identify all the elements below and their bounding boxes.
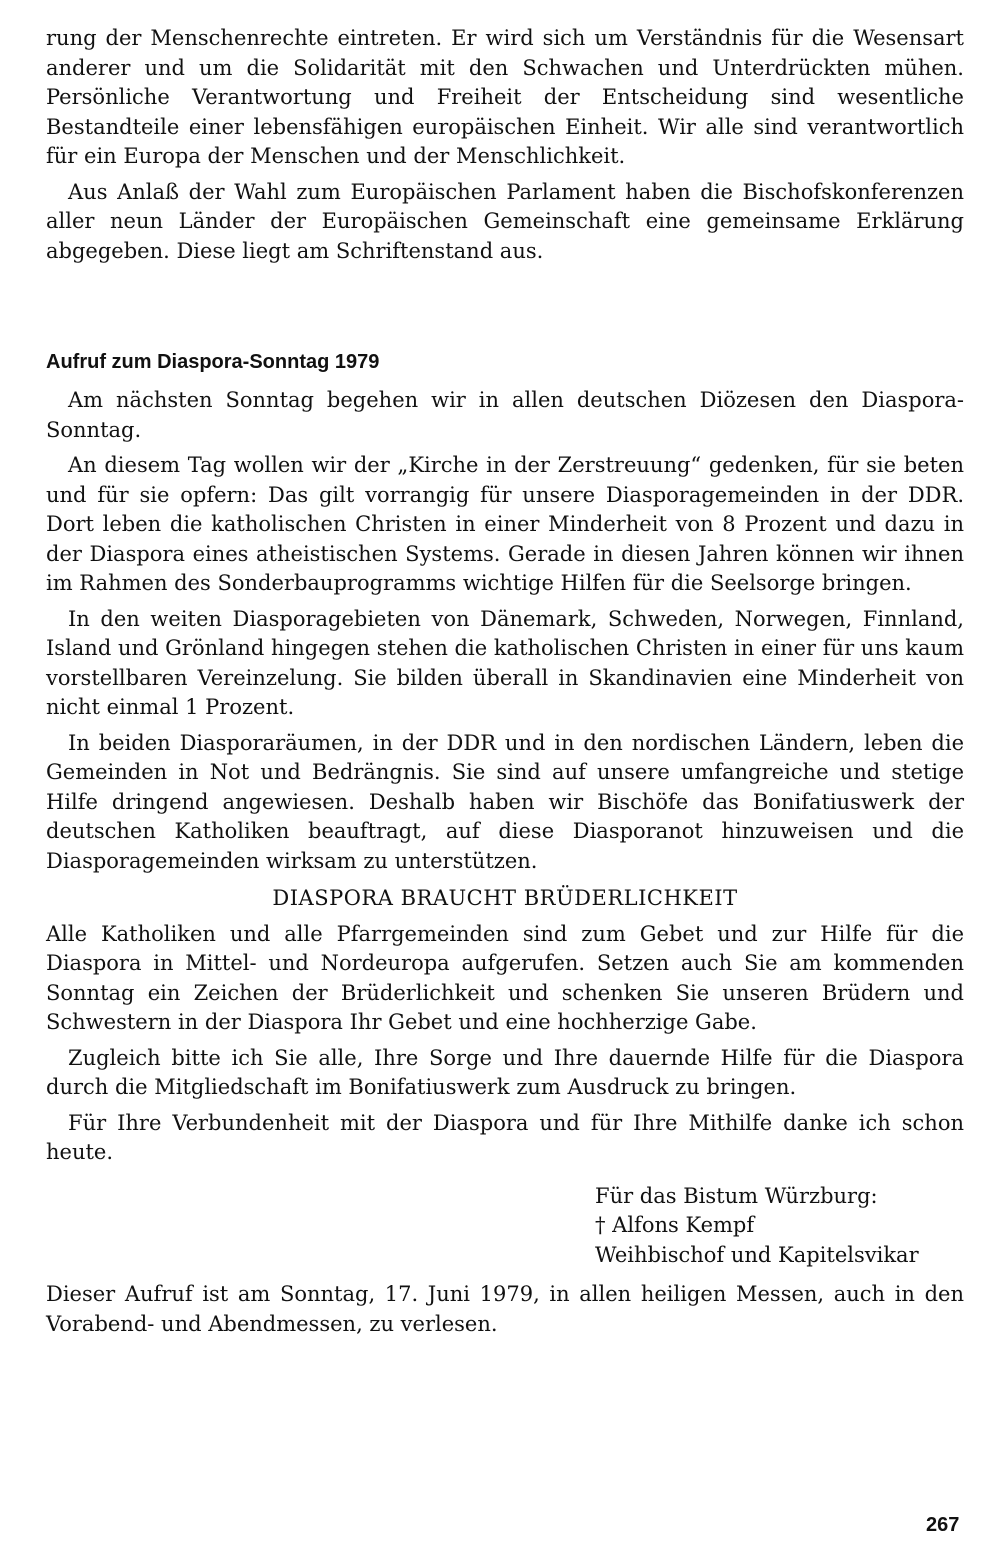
continuation-paragraph-1: rung der Menschenrechte eintreten. Er wird sich um Verständnis für die Wesensart anderer und um die Solidarität mit den Schwachen und Unterdrückten mühen. Persönliche Verantwortung und Freiheit der Entscheidung sind wesentliche Bestandteile einer lebensfähigen europäischen Einheit. Wir alle sind verantwortlich für ein Europa der Menschen und der Menschlichkeit. [46,26,964,168]
appeal-paragraph-4: In beiden Diasporaräumen, in der DDR und in den nordischen Ländern, leben die Gemeinden in Not und Bedrängnis. Sie sind auf unsere umfangreiche und stetige Hilfe dringend angewiesen. Deshalb haben wir Bischöfe das Bonifatiuswerk der deutschen Katholiken beauftragt, auf diese Diasporanot hinzuweisen und die Diasporagemeinden wirksam zu unterstützen. [46,730,964,873]
appeal-heading: Aufruf zum Diaspora-Sonntag 1979 [46,351,380,373]
signature-block [595,1182,964,1271]
document-page [46,24,964,1339]
signature-title: Weihbischof und Kapitelsvikar [595,1242,919,1267]
section-subheading: DIASPORA BRAUCHT BRÜDERLICHKEIT [272,886,738,910]
appeal-paragraph-6: Zugleich bitte ich Sie alle, Ihre Sorge und Ihre dauernde Hilfe für die Diaspora durch die Mitgliedschaft im Bonifatiuswerk zum Ausdruck zu bringen. [46,1045,964,1099]
signature-name: † Alfons Kempf [595,1213,755,1237]
page-number: 267 [926,1514,960,1536]
appeal-paragraph-3: In den weiten Diasporagebieten von Dänemark, Schweden, Norwegen, Finnland, Island und Grönland hingegen stehen die katholischen Christen in einer für uns kaum vorstellbaren Vereinzelung. Sie bilden überall in Skandinavien eine Minderheit von nicht einmal 1 Prozent. [46,606,964,719]
reading-note: Dieser Aufruf ist am Sonntag, 17. Juni 1979, in allen heiligen Messen, auch in den Vorabend- und Abendmessen, zu verlesen. [46,1282,964,1336]
appeal-paragraph-7: Für Ihre Verbundenheit mit der Diaspora und für Ihre Mithilfe danke ich schon heute. [46,1110,964,1164]
appeal-paragraph-2: An diesem Tag wollen wir der „Kirche in der Zerstreuung“ gedenken, für sie beten und für sie opfern: Das gilt vorrangig für unsere Diasporagemeinden in der DDR. Dort leben die katholischen Christen in einer Minderheit von 8 Prozent und dazu in der Diaspora eines atheistischen Systems. Gerade in diesen Jahren können wir ihnen im Rahmen des Sonderbauprogramms wichtige Hilfen für die Seelsorge bringen. [46,453,964,595]
appeal-paragraph-1: Am nächsten Sonntag begehen wir in allen deutschen Diözesen den Diaspora-Sonntag. [46,388,964,442]
signature-diocese: Für das Bistum Würzburg: [595,1183,878,1208]
continuation-paragraph-2: Aus Anlaß der Wahl zum Europäischen Parlament haben die Bischofskonferenzen aller neun Länder der Europäischen Gemeinschaft eine gemeinsame Erklärung abgegeben. Diese liegt am Schriftenstand aus. [46,179,964,263]
appeal-paragraph-5: Alle Katholiken und alle Pfarrgemeinden sind zum Gebet und zur Hilfe für die Diaspora in Mittel- und Nordeuropa aufgerufen. Setzen auch Sie am kommenden Sonntag ein Zeichen der Brüderlichkeit und schenken Sie unseren Brüdern und Schwestern in der Diaspora Ihr Gebet und eine hochherzige Gabe. [46,921,964,1034]
